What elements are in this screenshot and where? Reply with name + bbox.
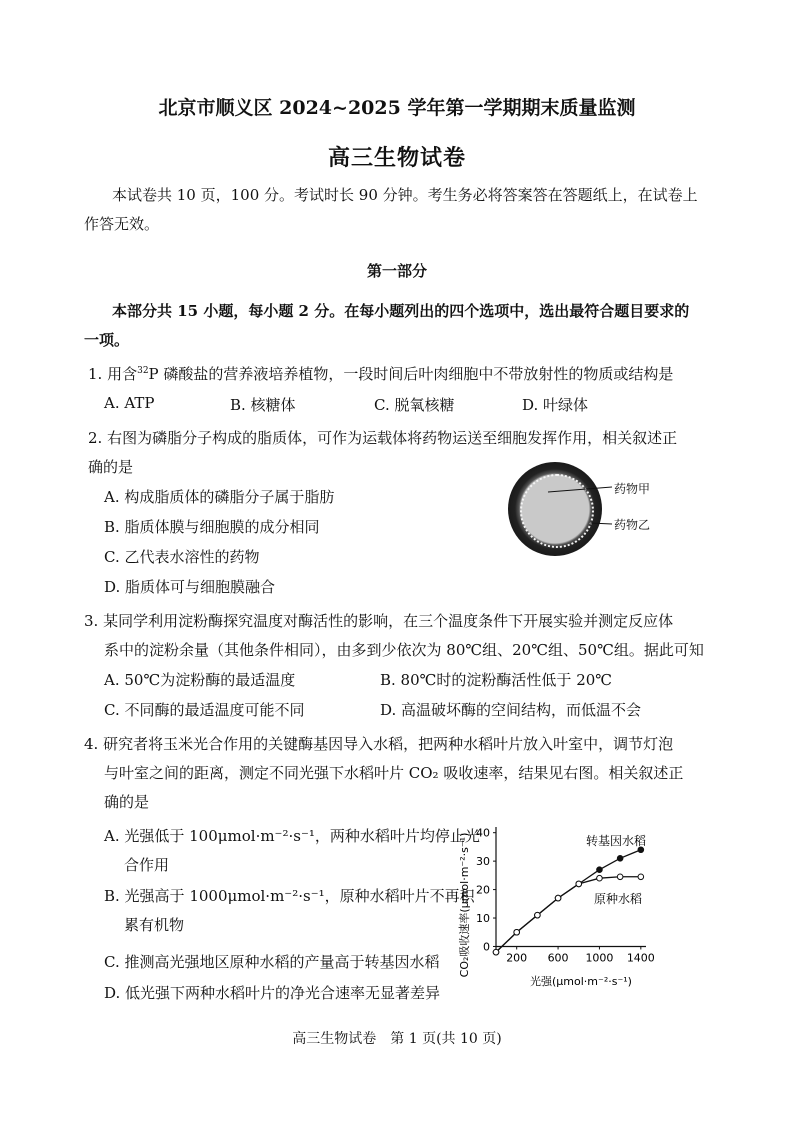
series-2-point bbox=[576, 881, 582, 887]
part-instruction-2: 一项。 bbox=[84, 331, 130, 349]
y-tick-label: 20 bbox=[476, 883, 490, 897]
label-drug-jia: 药物甲 bbox=[614, 482, 651, 496]
series-line-2 bbox=[496, 877, 641, 952]
part-instruction-1: 本部分共 15 小题，每小题 2 分。在每小题列出的四个选项中，选出最符合题目要求的 bbox=[112, 302, 690, 320]
series-2-point bbox=[493, 949, 499, 955]
label-drug-yi: 药物乙 bbox=[614, 518, 651, 532]
legend-transgenic: 转基因水稻 bbox=[586, 834, 647, 848]
x-tick-label: 1400 bbox=[626, 951, 655, 965]
question-4-stem-3: 确的是 bbox=[104, 793, 150, 811]
q2-option-a: A. 构成脂质体的磷脂分子属于脂肪 bbox=[104, 488, 335, 506]
q4-option-d: D. 低光强下两种水稻叶片的净光合速率无显著差异 bbox=[104, 984, 441, 1002]
question-2-stem-1: 2. 右图为磷脂分子构成的脂质体，可作为运载体将药物运送至细胞发挥作用，相关叙述正 bbox=[88, 429, 678, 447]
series-2-point bbox=[555, 895, 561, 901]
x-tick-label: 1000 bbox=[585, 951, 614, 965]
legend-original: 原种水稻 bbox=[594, 892, 643, 906]
q1-option-a: A. ATP bbox=[104, 394, 155, 412]
question-3-stem-1: 3. 某同学利用淀粉酶探究温度对酶活性的影响，在三个温度条件下开展实验并测定反应体 bbox=[84, 612, 674, 630]
series-2-point bbox=[638, 874, 644, 880]
chart-x-ticks bbox=[506, 946, 655, 964]
chart-y-axis-label: CO₂吸收速率(μmol·m⁻²·s⁻¹) bbox=[458, 832, 471, 978]
q4-option-b-line-1: B. 光强高于 1000μmol·m⁻²·s⁻¹，原种水稻叶片不再积 bbox=[104, 887, 475, 905]
q1-prefix: 1. 用含 bbox=[88, 365, 138, 383]
q3-option-a: A. 50℃为淀粉酶的最适温度 bbox=[104, 671, 296, 689]
q4-option-a-line-2: 合作用 bbox=[124, 856, 170, 874]
q2-option-b: B. 脂质体膜与细胞膜的成分相同 bbox=[104, 518, 320, 536]
q1-rest: P 磷酸盐的营养液培养植物，一段时间后叶肉细胞中不带放射性的物质或结构是 bbox=[148, 365, 674, 383]
y-tick-label: 30 bbox=[476, 855, 490, 869]
series-2-point bbox=[535, 912, 541, 918]
q3-option-c: C. 不同酶的最适温度可能不同 bbox=[104, 701, 305, 719]
question-4-stem-2: 与叶室之间的距离，测定不同光强下水稻叶片 CO₂ 吸收速率，结果见右图。相关叙述正 bbox=[104, 764, 684, 782]
q1-option-d: D. 叶绿体 bbox=[522, 396, 589, 414]
chart-x-axis-label: 光强(μmol·m⁻²·s⁻¹) bbox=[530, 975, 632, 988]
series-1-point bbox=[597, 867, 603, 873]
question-4-stem-1: 4. 研究者将玉米光合作用的关键酶基因导入水稻，把两种水稻叶片放入叶室中，调节灯泡 bbox=[84, 735, 674, 753]
y-tick-label: 40 bbox=[476, 826, 490, 840]
chart-y-ticks bbox=[476, 827, 496, 954]
series-2-point bbox=[597, 875, 603, 881]
exam-title: 北京市顺义区 2024~2025 学年第一学期期末质量监测 bbox=[158, 97, 636, 119]
question-3-stem-2: 系中的淀粉余量（其他条件相同），由多到少依次为 80℃组、20℃组、50℃组。据此可知 bbox=[104, 641, 704, 659]
liposome-label-lines bbox=[500, 455, 670, 565]
q4-option-c: C. 推测高光强地区原种水稻的产量高于转基因水稻 bbox=[104, 953, 440, 971]
q3-option-d: D. 高温破坏酶的空间结构，而低温不会 bbox=[380, 701, 642, 719]
exam-subtitle: 高三生物试卷 bbox=[327, 145, 466, 171]
q1-isotope-mass: 32 bbox=[137, 366, 149, 376]
intro-line-2: 作答无效。 bbox=[84, 215, 160, 233]
x-tick-label: 200 bbox=[506, 951, 528, 965]
y-tick-label: 10 bbox=[476, 912, 490, 926]
question-1-stem bbox=[88, 363, 673, 384]
q2-option-d: D. 脂质体可与细胞膜融合 bbox=[104, 578, 276, 596]
intro-line-1: 本试卷共 10 页，100 分。考试时长 90 分钟。考生务必将答案答在答题纸上，在试卷上 bbox=[112, 186, 698, 204]
q2-option-c: C. 乙代表水溶性的药物 bbox=[104, 548, 260, 566]
series-2-point bbox=[617, 874, 623, 880]
q4-option-a-line-1: A. 光强低于 100μmol·m⁻²·s⁻¹，两种水稻叶片均停止光 bbox=[104, 827, 480, 845]
q1-option-b: B. 核糖体 bbox=[230, 396, 296, 414]
co2-uptake-chart bbox=[456, 815, 676, 990]
q1-option-c: C. 脱氧核糖 bbox=[374, 396, 455, 414]
question-2-stem-2: 确的是 bbox=[88, 458, 134, 476]
q3-option-b: B. 80℃时的淀粉酶活性低于 20℃ bbox=[380, 671, 613, 689]
y-tick-label: 0 bbox=[483, 940, 490, 954]
x-tick-label: 600 bbox=[547, 951, 569, 965]
part-heading: 第一部分 bbox=[366, 262, 427, 280]
series-1-point bbox=[617, 855, 623, 861]
page-footer: 高三生物试卷 第 1 页(共 10 页) bbox=[292, 1031, 502, 1047]
q4-option-b-line-2: 累有机物 bbox=[124, 916, 185, 934]
series-2-point bbox=[514, 929, 520, 935]
